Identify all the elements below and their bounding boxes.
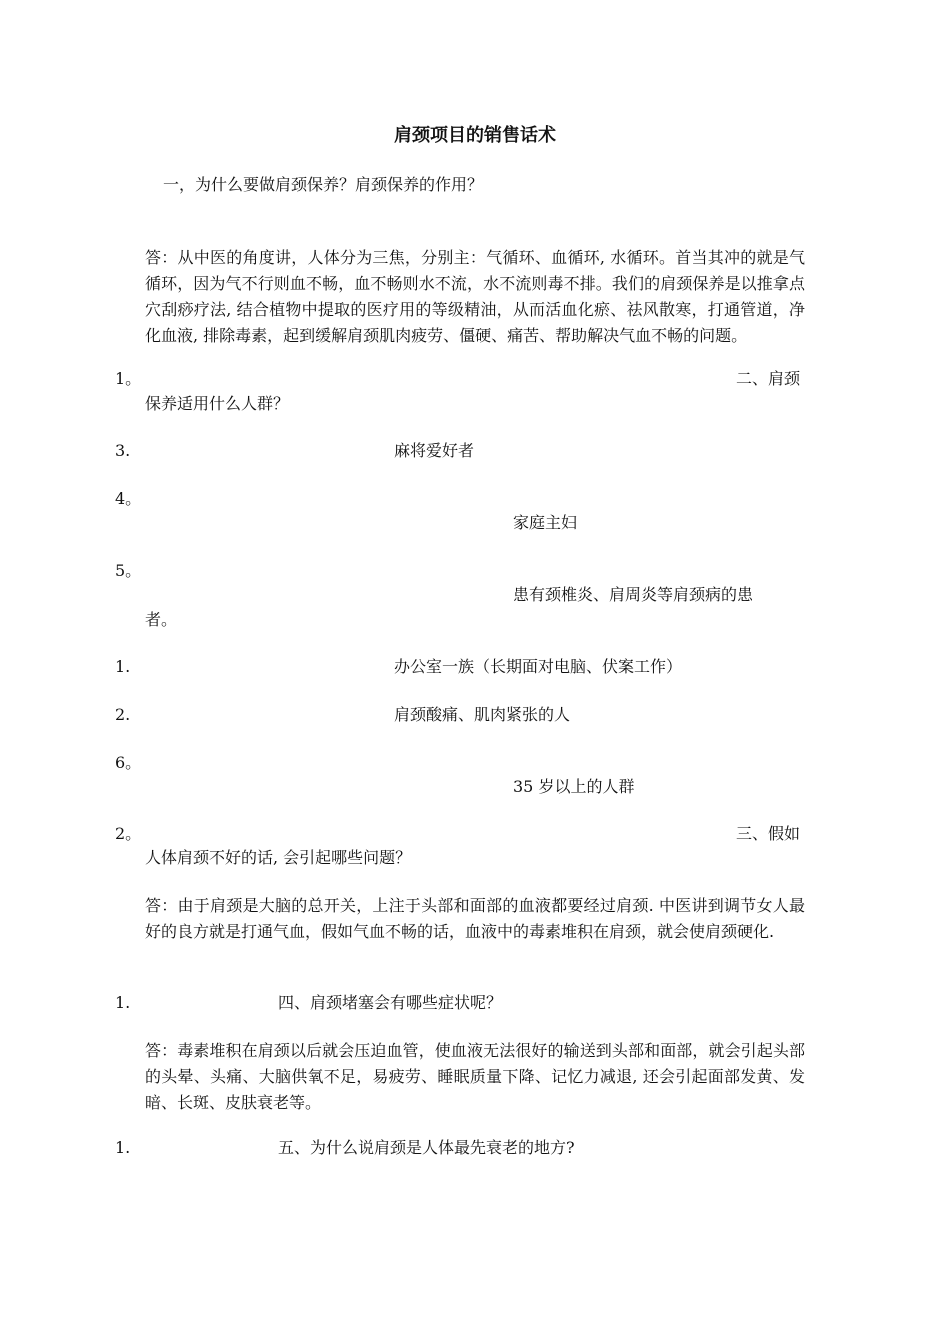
q4-heading: 四、肩颈堵塞会有哪些症状呢？ [278,993,503,1012]
list-item-text: 办公室一族（长期面对电脑、伏案工作） [394,657,683,676]
list-item-text: 家庭主妇 [513,513,578,532]
list-item-text: 麻将爱好者 [394,441,475,460]
list-item-number: 2. [115,705,131,724]
list-item-number: 5。 [115,561,142,580]
q1-answer: 答：从中医的角度讲，人体分为三焦，分别主：气循环、血循环, 水循环。首当其冲的就是气循环，因为气不行则血不畅，血不畅则水不流，水不流则毒不排。我们的肩颈保养是以推拿点穴刮痧疗法, 结合植物中提取的医疗用的等级精油，从而活血化瘀、祛风散寒，打通管道，净化血液, 排除毒素，起到缓解肩颈肌肉疲劳、僵硬、痛苦、帮助解决气血不畅的问题。 [145,248,805,345]
q2-number: 1。 [115,369,142,388]
list-item-number: 4。 [115,489,142,508]
q3-answer: 答：由于肩颈是大脑的总开关，上注于头部和面部的血液都要经过肩颈. 中医讲到调节女人最好的良方就是打通气血，假如气血不畅的话，血液中的毒素堆积在肩颈，就会使肩颈硬化. [145,896,805,941]
q3-number: 2。 [115,824,142,843]
q3-heading-part2: 人体肩颈不好的话, 会引起哪些问题？ [145,848,412,867]
q4-answer: 答：毒素堆积在肩颈以后就会压迫血管，使血液无法很好的输送到头部和面部，就会引起头部的头晕、头痛、大脑供氧不足，易疲劳、睡眠质量下降、记忆力减退, 还会引起面部发黄、发暗、长斑、皮肤衰老等。 [145,1041,805,1112]
list-item-text: 35 岁以上的人群 [513,777,635,796]
q2-heading-part1: 二、肩颈 [735,369,800,388]
q5-heading: 五、为什么说肩颈是人体最先衰老的地方? [278,1138,575,1157]
q2-heading-part2: 保养适用什么人群？ [145,394,290,413]
q3-heading-part1: 三、假如 [735,824,800,843]
q5-number: 1. [115,1138,131,1157]
list-item-number: 6。 [115,753,142,772]
list-item-number: 1. [115,657,131,676]
document-title: 肩颈项目的销售话术 [394,125,556,146]
list-item-text-continued: 者。 [145,610,178,629]
list-item-text: 肩颈酸痛、肌肉紧张的人 [394,705,571,724]
list-item-text: 患有颈椎炎、肩周炎等肩颈病的患 [513,585,754,604]
q1-heading: 一，为什么要做肩颈保养？肩颈保养的作用？ [163,175,484,194]
q4-number: 1. [115,993,131,1012]
list-item-number: 3. [115,441,131,460]
